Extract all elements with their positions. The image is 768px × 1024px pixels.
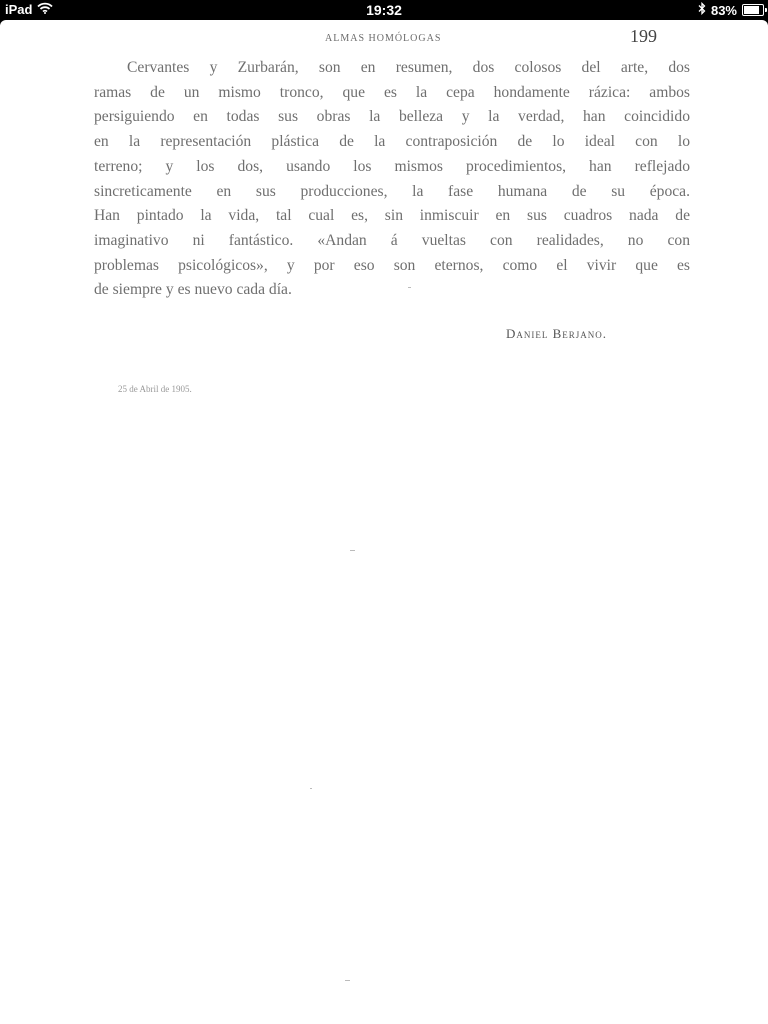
battery-icon [742,4,764,16]
bluetooth-icon [698,2,706,18]
status-time: 19:32 [366,2,402,18]
body-text [94,56,690,303]
running-head: ALMAS HOMÓLOGAS [325,33,442,44]
scan-speck [350,550,355,551]
page-number: 199 [630,26,657,46]
status-bar [0,0,768,20]
dateline: 25 de Abril de 1905. [118,384,192,394]
text-line: Cervantes y Zurbarán, son en resumen, dos colosos del arte, dos [127,59,690,76]
scan-speck [310,788,312,789]
text-line: terreno; y los dos, usando los mismos procedimientos, han reflejado [94,157,690,175]
text-line: persiguiendo en todas sus obras la belleza y la verdad, han coincidido [94,108,690,126]
text-line: problemas psicológicos», y por eso son eternos, como el vivir que es [94,256,690,274]
battery-percentage: 83% [710,2,737,18]
text-line: ramas de un mismo tronco, que es la cepa hondamente rázica: ambos [94,83,690,101]
scan-speck [345,980,350,981]
battery-fill [744,6,759,14]
text-line: Han pintado la vida, tal cual es, sin inmiscuir en sus cuadros nada de [94,207,690,225]
author-signature: Daniel Berjano. [506,326,608,341]
text-line: de siempre y es nuevo cada día. [94,281,292,299]
device-name: iPad [5,2,33,17]
status-right [698,2,764,18]
text-line: imaginativo ni fantástico. «Andan á vueltas con realidades, no con [94,231,690,249]
scan-speck [408,287,411,288]
text-line: en la representación plástica de la contraposición de lo ideal con lo [94,133,690,151]
book-page[interactable] [0,20,768,1024]
text-line: sincreticamente en sus producciones, la fase humana de su época. [94,182,690,200]
